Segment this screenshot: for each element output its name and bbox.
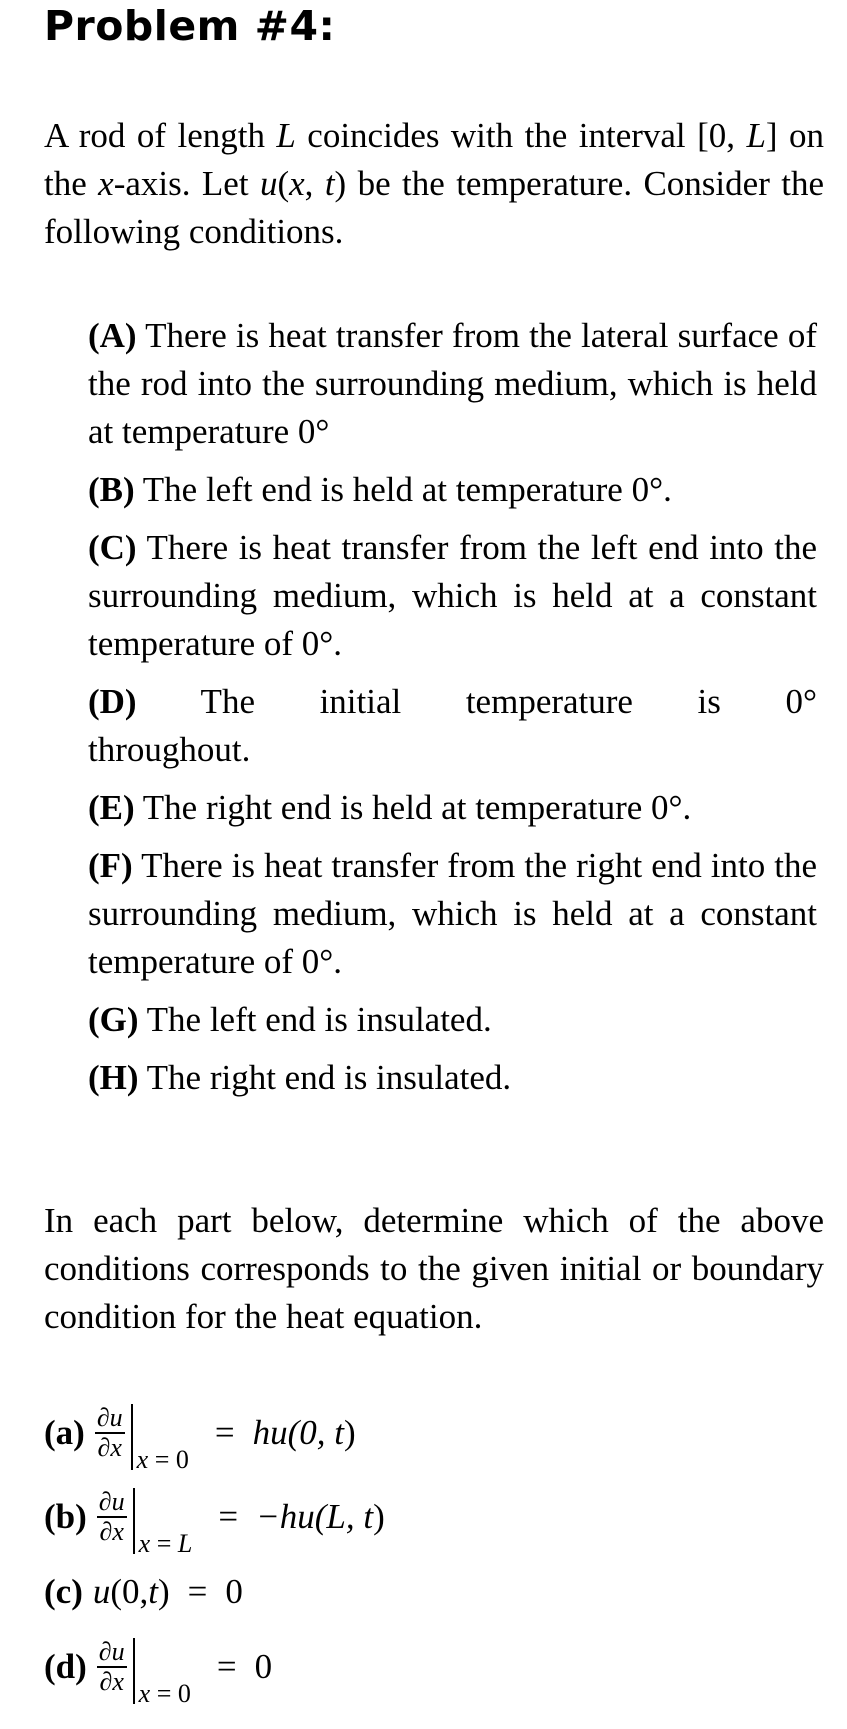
condition-f	[88, 842, 817, 986]
condition-d	[88, 678, 817, 726]
intro-var-L: L	[276, 116, 296, 155]
fraction-numerator: ∂u	[96, 1403, 123, 1432]
sub-var: x	[136, 1445, 149, 1474]
sub-var: x	[138, 1529, 151, 1558]
equals-sign: =	[214, 1413, 235, 1452]
partial-derivative	[95, 1405, 125, 1461]
condition-text: The left end is insulated.	[138, 1000, 492, 1039]
rhs-text: )	[373, 1497, 385, 1536]
part-label: (c)	[44, 1572, 83, 1611]
condition-text: There is heat transfer from the right end into the surrounding medium, which is held at a constant temperature of 0°.	[88, 846, 817, 981]
condition-text: The left end is held at temperature 0°.	[134, 470, 672, 509]
intro-text: ] on the	[44, 116, 824, 203]
fraction-denominator: ∂x	[99, 1517, 124, 1546]
sub-text: = 0	[148, 1445, 189, 1474]
args-var: t	[148, 1572, 158, 1611]
partial-derivative	[97, 1639, 127, 1695]
rhs-text: )	[344, 1413, 356, 1452]
args-text: (0,	[110, 1572, 149, 1611]
fraction-denominator: ∂x	[97, 1433, 122, 1462]
sub-var: L	[177, 1529, 193, 1558]
condition-label: (C)	[88, 528, 137, 567]
condition-label: (E)	[88, 788, 135, 827]
sub-text: = 0	[150, 1679, 191, 1708]
condition-label: (G)	[88, 1000, 139, 1039]
condition-h	[88, 1054, 817, 1102]
part-b	[44, 1484, 385, 1558]
condition-c	[88, 524, 817, 668]
intro-text: ,	[304, 164, 325, 203]
problem-title: Problem #4:	[44, 2, 336, 50]
sub-var: x	[138, 1679, 151, 1708]
condition-text: The right end is held at temperature 0°.	[134, 788, 692, 827]
intro-var-x: x	[98, 164, 114, 203]
part-label: (a)	[44, 1413, 85, 1452]
condition-text: There is heat transfer from the lateral surface of the rod into the surrounding medium, which is held at temperature 0°	[88, 316, 817, 451]
part-rhs: 0	[225, 1572, 243, 1611]
condition-b	[88, 466, 817, 514]
evaluation-point	[137, 1436, 189, 1484]
partial-derivative	[97, 1489, 127, 1545]
rhs-var: t	[363, 1497, 374, 1536]
fraction-numerator: ∂u	[98, 1637, 125, 1666]
fraction-denominator: ∂x	[99, 1667, 124, 1696]
condition-text: There is heat transfer from the left end into the surrounding medium, which is held at a constant temperature of 0°.	[88, 528, 817, 663]
intro-var-t: t	[324, 164, 335, 203]
condition-a	[88, 312, 817, 456]
intro-var-L: L	[746, 116, 766, 155]
part-rhs: 0	[254, 1647, 273, 1686]
equals-sign: =	[218, 1497, 239, 1536]
rhs-var: t	[334, 1413, 345, 1452]
intro-text: ) be the temperature. Consider the following conditions.	[44, 164, 825, 251]
fraction-numerator: ∂u	[98, 1487, 125, 1516]
condition-e	[88, 784, 817, 832]
evaluation-bar	[133, 1638, 135, 1704]
part-c	[44, 1568, 243, 1616]
part-d	[44, 1634, 273, 1708]
condition-text: The right end is insulated.	[138, 1058, 512, 1097]
intro-var-x: x	[289, 164, 305, 203]
intro-text: coincides with the interval [0,	[295, 116, 747, 155]
condition-label: (H)	[88, 1058, 139, 1097]
condition-d-continued: throughout.	[88, 730, 251, 769]
intro-paragraph	[44, 112, 824, 256]
condition-text: The initial temperature is 0°	[136, 682, 817, 721]
conditions-list	[88, 312, 817, 1112]
part-rhs	[256, 1493, 385, 1541]
evaluation-bar	[131, 1404, 133, 1470]
evaluation-bar	[133, 1488, 135, 1554]
evaluation-point	[139, 1670, 191, 1718]
condition-label: (F)	[88, 846, 133, 885]
evaluation-point	[139, 1520, 193, 1568]
intro-text: A rod of length	[44, 116, 277, 155]
condition-label: (A)	[88, 316, 137, 355]
condition-label: (D)	[88, 682, 137, 721]
intro-text: -axis. Let	[113, 164, 260, 203]
sub-text: =	[150, 1529, 178, 1558]
equals-sign: =	[187, 1572, 208, 1611]
rhs-text: −hu(L,	[256, 1497, 364, 1536]
args-text: )	[158, 1572, 170, 1611]
condition-label: (B)	[88, 470, 135, 509]
part-label: (d)	[44, 1647, 87, 1686]
intro-var-u: u	[259, 164, 278, 203]
function-u: u	[92, 1572, 111, 1611]
intro-text: (	[277, 164, 290, 203]
part-label: (b)	[44, 1497, 87, 1536]
instruction-paragraph: In each part below, determine which of the above conditions corresponds to the given initial or boundary condition for the heat equation.	[44, 1201, 824, 1336]
part-rhs	[253, 1409, 356, 1457]
rhs-text: hu(0,	[252, 1413, 335, 1452]
condition-g	[88, 996, 817, 1044]
equals-sign: =	[216, 1647, 237, 1686]
part-a	[44, 1400, 356, 1474]
